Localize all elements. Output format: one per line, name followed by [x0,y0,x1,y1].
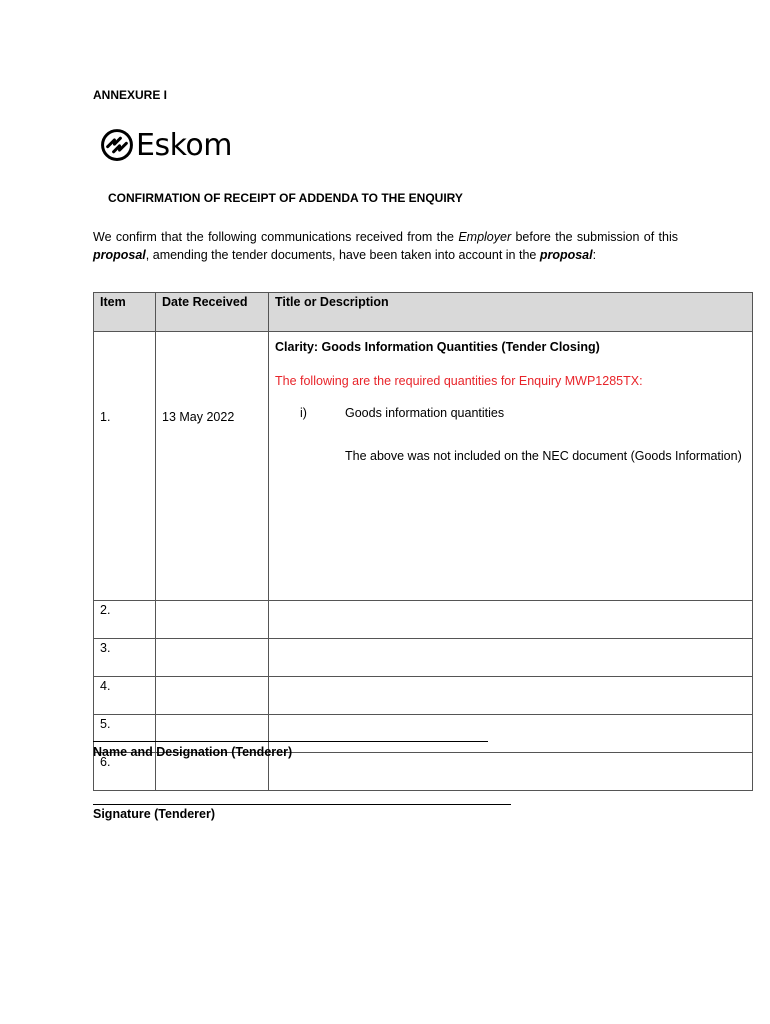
description-cell [269,753,753,791]
logo-text: Eskom [136,127,232,163]
description-list-item [275,406,746,420]
intro-proposal: proposal [539,248,593,262]
description-red-text: The following are the required quantities for Enquiry MWP1285TX: [275,374,643,388]
name-designation-label: Name and Designation (Tenderer) [93,745,293,759]
header-description: Title or Description [269,293,753,332]
item-number: 3. [94,639,156,677]
table-row [94,601,753,639]
list-marker: i) [300,406,307,420]
item-number: 6. [94,753,156,791]
date-received [156,601,269,639]
intro-text: : [592,248,597,262]
list-text: Goods information quantities [345,406,505,420]
description-cell [269,601,753,639]
intro-proposal: proposal [93,248,146,262]
table-row [94,639,753,677]
description-cell [269,715,753,753]
name-signature-line[interactable] [93,741,488,742]
eskom-logo-icon [100,128,134,162]
description-cell [269,639,753,677]
eskom-logo [100,120,240,170]
page-title: CONFIRMATION OF RECEIPT OF ADDENDA TO THE ENQUIRY [108,191,463,205]
description-cell [269,677,753,715]
description-cell [269,332,753,601]
signature-label: Signature (Tenderer) [93,807,216,821]
item-number: 2. [94,601,156,639]
date-received [156,639,269,677]
addenda-table [93,292,753,791]
intro-text: before the submission of this [511,230,678,244]
item-number: 1. [94,332,156,601]
intro-text: , amending the tender documents, have been taken into account in the [145,248,540,262]
signature-line[interactable] [93,804,511,805]
intro-text: We confirm that the following communications received from the [93,230,459,244]
description-title: Clarity: Goods Information Quantities (Tender Closing) [275,340,600,354]
description-note: The above was not included on the NEC document (Goods Information) [345,449,742,463]
intro-employer: Employer [458,230,512,244]
intro-paragraph [93,228,678,264]
annexure-label: ANNEXURE I [93,88,168,102]
header-date: Date Received [156,293,269,332]
item-number: 5. [94,715,156,753]
table-row [94,332,753,601]
table-row [94,677,753,715]
item-number: 4. [94,677,156,715]
table-header-row [94,293,753,332]
header-item: Item [94,293,156,332]
date-received [156,677,269,715]
date-received: 13 May 2022 [156,332,269,601]
